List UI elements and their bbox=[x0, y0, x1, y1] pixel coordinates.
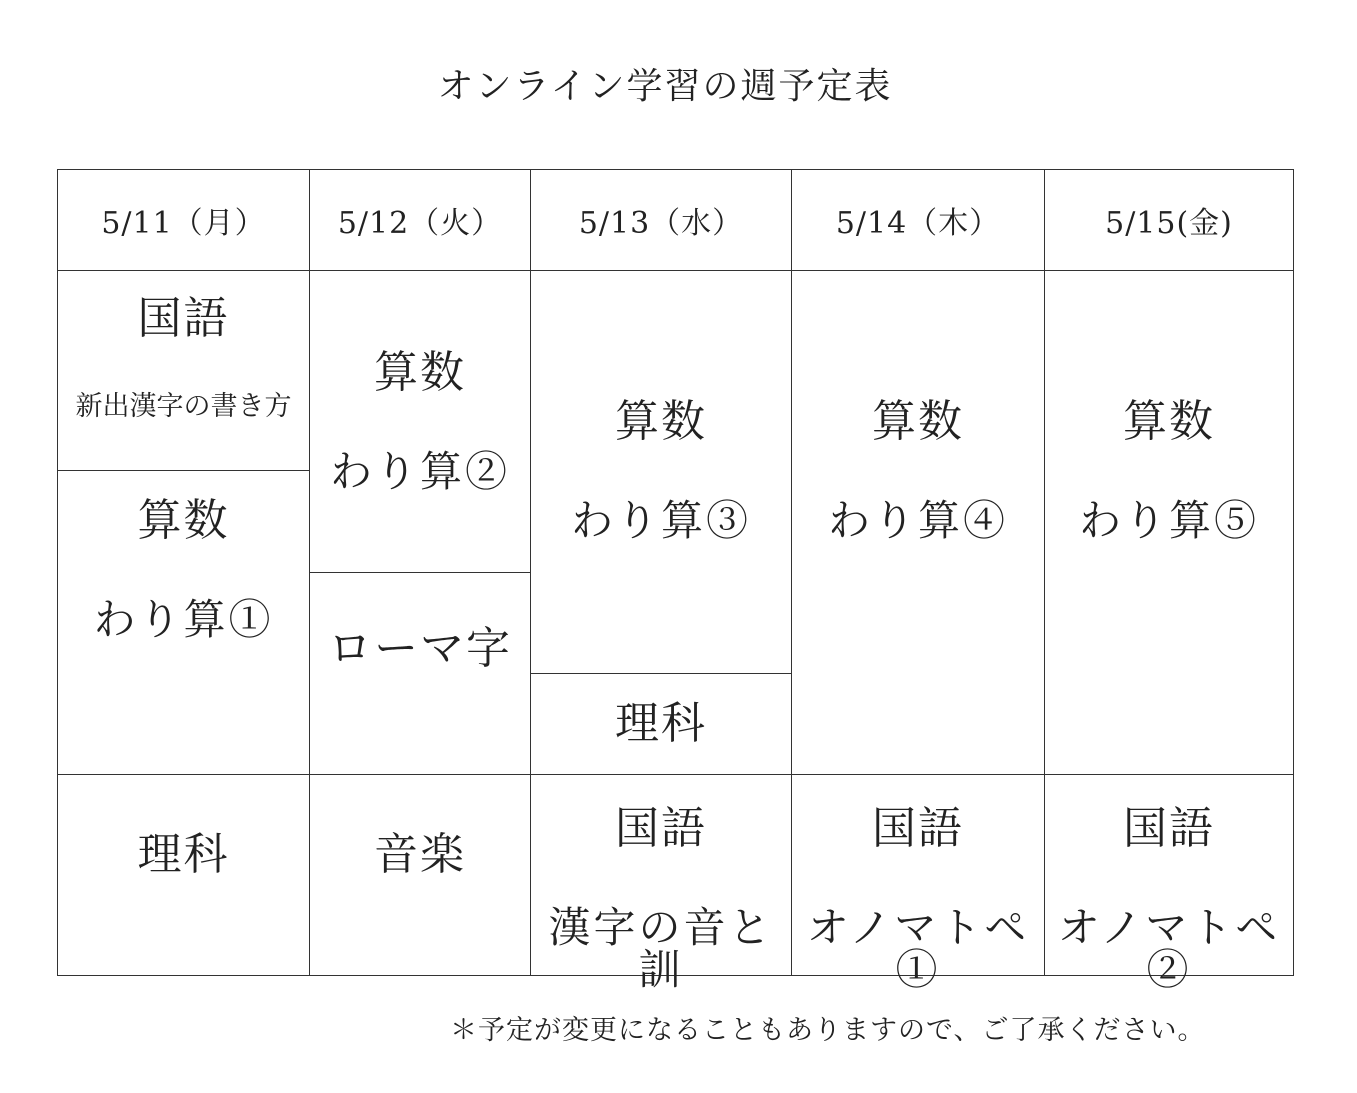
lesson-wed-1 bbox=[530, 270, 792, 674]
lesson-mon-3 bbox=[57, 774, 310, 976]
day-label: 5/15(金) bbox=[1105, 206, 1233, 241]
lesson-wed-3 bbox=[530, 774, 792, 994]
lesson-topic: オノマトペ① bbox=[806, 903, 1030, 994]
day-label: 5/11（月） bbox=[101, 206, 266, 241]
lesson-topic: わり算② bbox=[329, 446, 510, 496]
lesson-subject: 理科 bbox=[615, 698, 707, 749]
lesson-thu-1 bbox=[791, 270, 1045, 775]
day-header-fri bbox=[1044, 169, 1294, 271]
lesson-topic: オノマトペ② bbox=[1057, 903, 1281, 994]
lesson-tue-3 bbox=[309, 774, 531, 976]
lesson-topic: わり算④ bbox=[827, 496, 1008, 545]
lesson-subject: 算数 bbox=[137, 495, 230, 546]
lesson-thu-3 bbox=[791, 774, 1045, 994]
lesson-tue-1 bbox=[309, 270, 531, 573]
lesson-tue-2 bbox=[309, 572, 531, 775]
lesson-subject: 算数 bbox=[374, 346, 466, 398]
day-header-wed bbox=[530, 169, 792, 271]
day-header-thu bbox=[791, 169, 1045, 271]
lesson-topic: 漢字の音と訓 bbox=[548, 903, 774, 994]
day-label: 5/12（火） bbox=[337, 206, 503, 241]
lesson-subject: 国語 bbox=[137, 293, 230, 344]
page-title: オンライン学習の週予定表 bbox=[437, 66, 893, 107]
lesson-topic: わり算③ bbox=[570, 496, 751, 545]
lesson-subject: 国語 bbox=[1123, 803, 1215, 854]
lesson-topic: 新出漢字の書き方 bbox=[75, 391, 292, 422]
lesson-subject: 国語 bbox=[872, 803, 964, 854]
lesson-subject: 音楽 bbox=[374, 829, 466, 880]
footnote: ＊予定が変更になることもありますので、ご了承ください。 bbox=[450, 1015, 1206, 1046]
lesson-wed-2 bbox=[530, 673, 792, 775]
day-label: 5/14（木） bbox=[835, 206, 1001, 241]
lesson-mon-1 bbox=[57, 270, 310, 471]
lesson-topic: わり算① bbox=[93, 595, 274, 644]
lesson-subject: 算数 bbox=[615, 396, 707, 447]
lesson-fri-1 bbox=[1044, 270, 1294, 775]
lesson-subject: ローマ字 bbox=[328, 622, 512, 674]
lesson-subject: 算数 bbox=[872, 396, 964, 447]
lesson-subject: 国語 bbox=[615, 803, 707, 854]
schedule-table bbox=[57, 169, 1294, 994]
day-label: 5/13（水） bbox=[578, 206, 744, 241]
lesson-subject: 理科 bbox=[137, 829, 230, 880]
lesson-fri-3 bbox=[1044, 774, 1294, 994]
lesson-subject: 算数 bbox=[1123, 396, 1215, 447]
lesson-mon-2 bbox=[57, 470, 310, 775]
lesson-topic: わり算⑤ bbox=[1078, 496, 1259, 545]
day-header-tue bbox=[309, 169, 531, 271]
day-header-mon bbox=[57, 169, 310, 271]
